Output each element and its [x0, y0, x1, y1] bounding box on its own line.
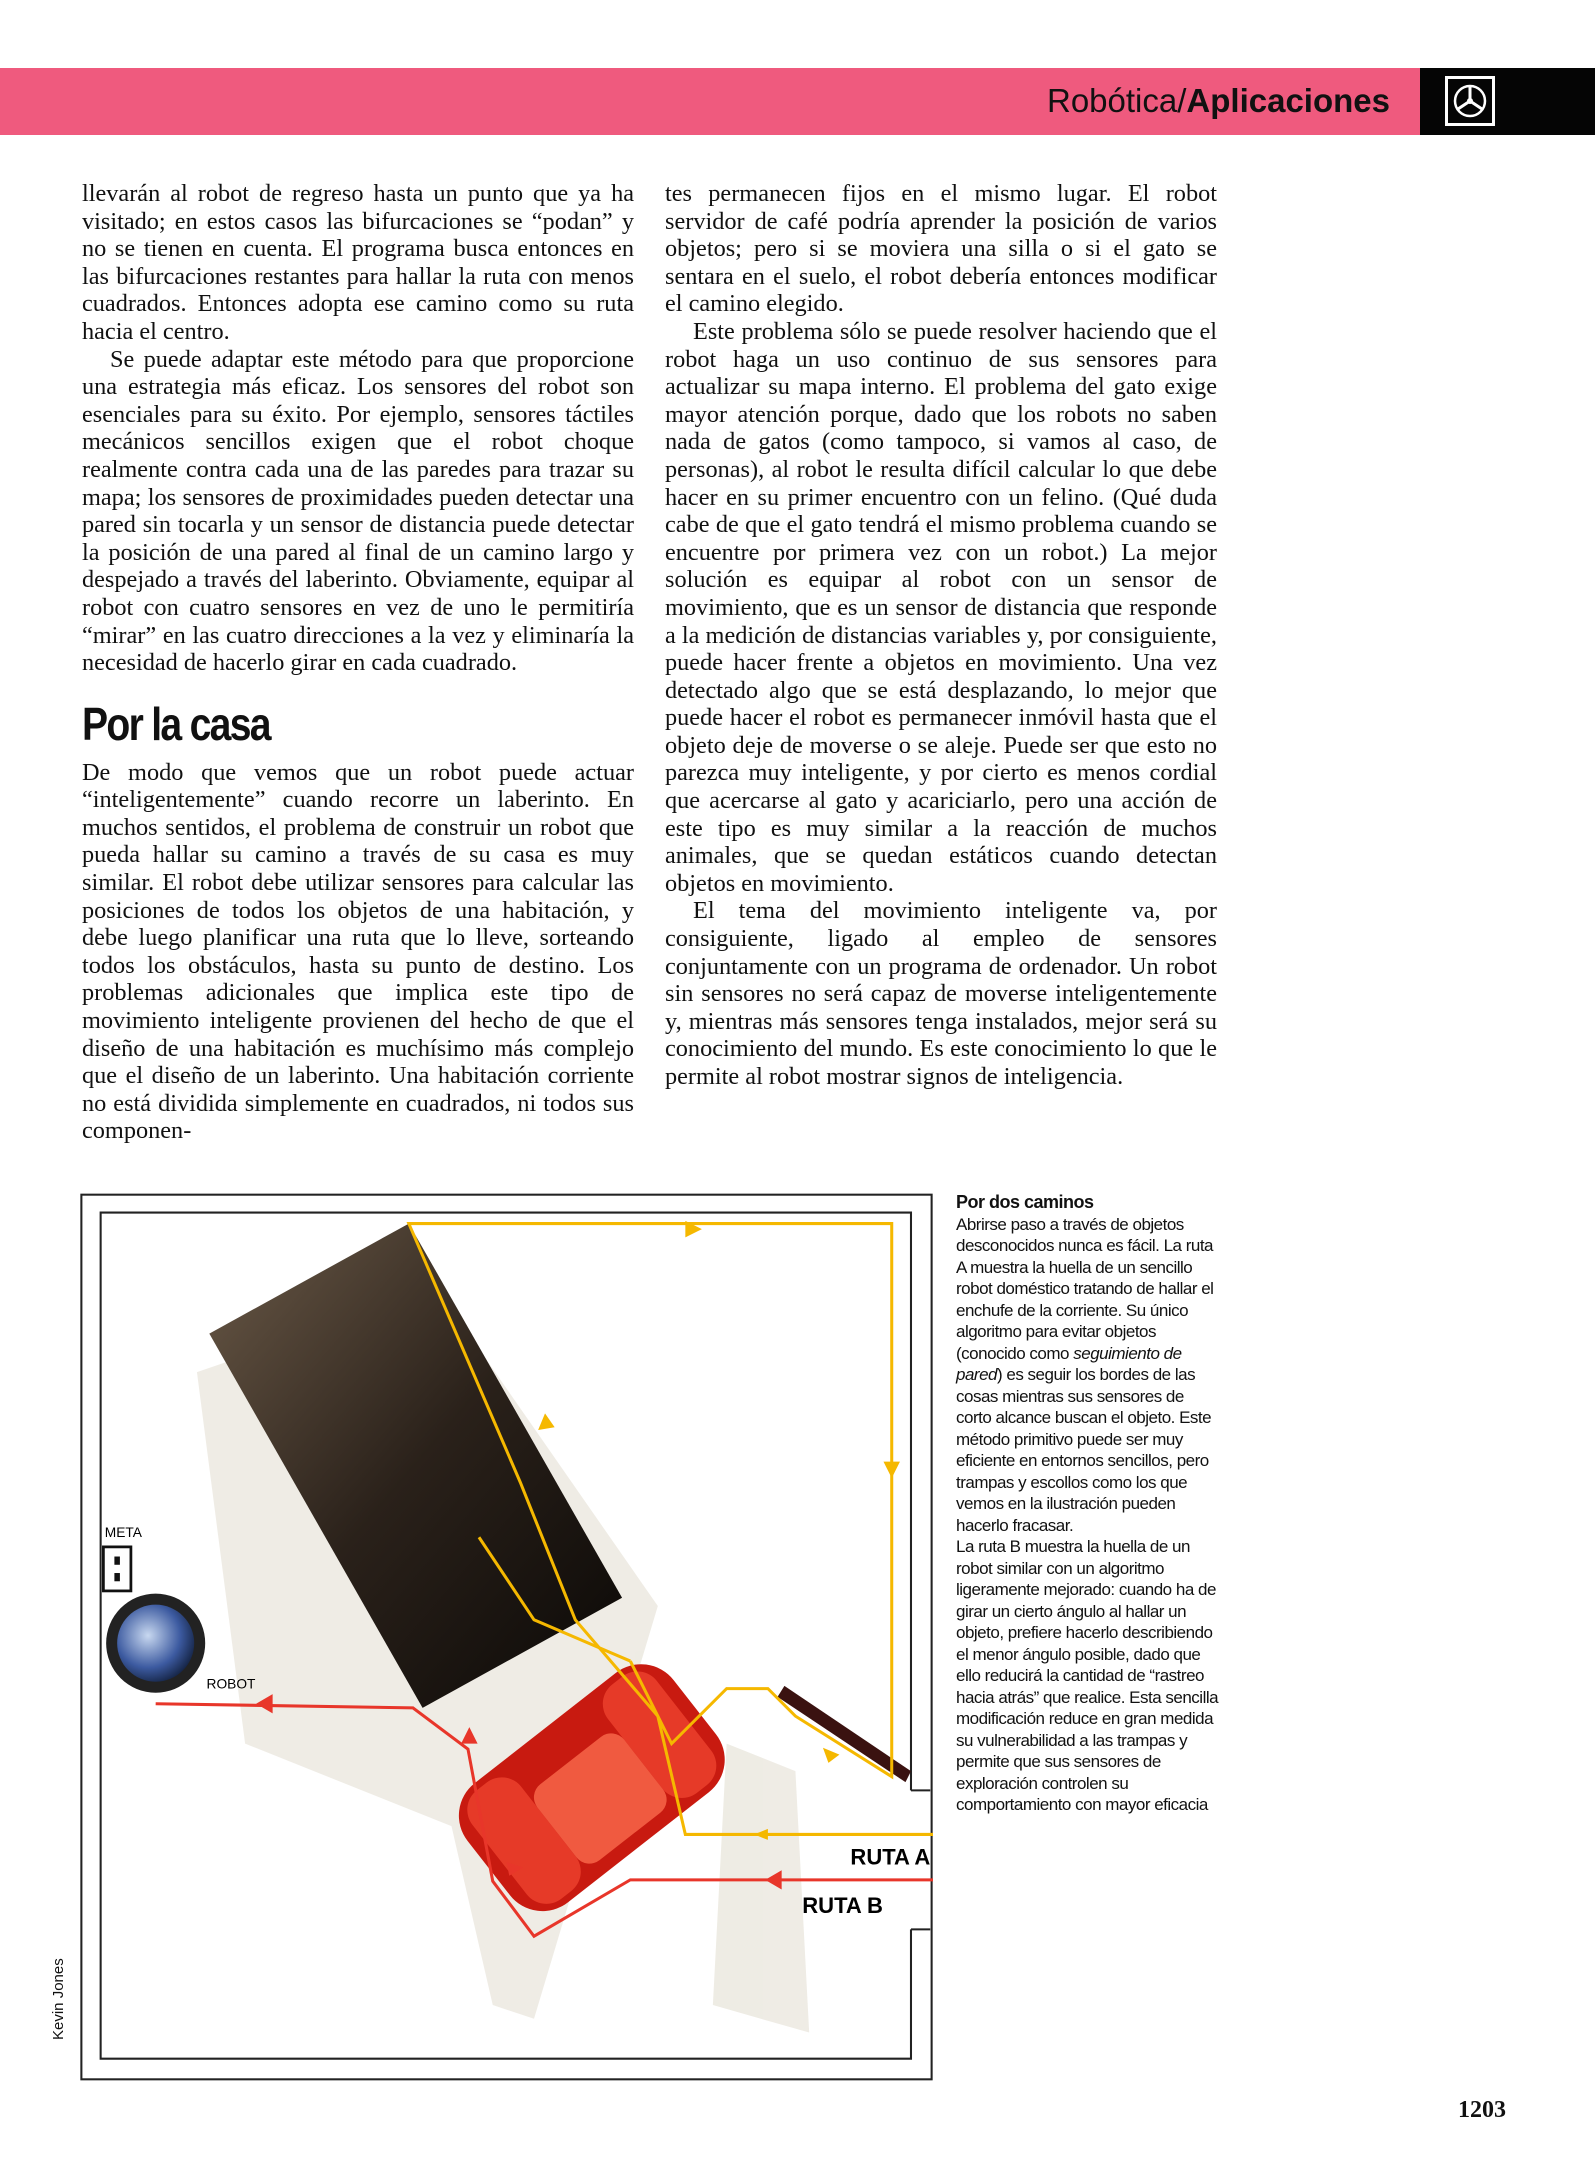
right-column [665, 180, 1217, 1091]
page-number: 1203 [1458, 2097, 1506, 2123]
section-header-bar [0, 68, 1420, 135]
route-b-label: RUTA B [802, 1892, 883, 1918]
meta-label: META [104, 1525, 142, 1541]
caption-text: Abrirse paso a través de objetos desconocidos nunca es fácil. La ruta A muestra la huella de un sencillo robot doméstico tratando de hallar el enchufe de la corriente. Su único algoritmo para evitar objetos (conocido como [956, 1214, 1214, 1363]
header-logo-box [1420, 68, 1595, 135]
paragraph: tes permanecen fijos en el mismo lugar. El robot servidor de café podría aprender la posición de varios objetos; pero si se moviera una silla o si el gato se sentara en el suelo, el robot debería entonces modificar el camino elegido. [665, 180, 1217, 318]
subsection-name: Aplicaciones [1186, 82, 1390, 119]
paragraph: De modo que vemos que un robot puede actuar “inteligentemente” cuando recorre un laberinto. En muchos sentidos, el problema de construir un robot que pueda hallar su camino a través de su casa es muy similar. El robot debe utilizar sensores para calcular las posiciones de todos los objetos de una habitación, y debe luego planificar una ruta que lo lleve, sorteando todos los obstáculos, hasta su punto de destino. Los problemas adicionales que implica este tipo de movimiento inteligente provienen del hecho de que el diseño de una habitación es muchísimo más complejo que el diseño de un laberinto. Una habitación corriente no está dividida simplemente en cuadrados, ni todos sus componen- [82, 758, 634, 1145]
left-column [82, 180, 634, 1145]
room-diagram [80, 1193, 933, 2081]
paragraph: Se puede adaptar este método para que proporcione una estrategia más eficaz. Los sensores del robot son esenciales para su éxito. Por ejemplo, sensores táctiles mecánicos sencillos exigen que el robot choque realmente contra cada una de las paredes para trazar su mapa; los sensores de proximidades pueden detectar una pared sin tocarla y un sensor de distancia puede detectar la posición de una pared al final de un camino largo y despejado a través del laberinto. Obviamente, equipar al robot con cuatro sensores en vez de uno le permitiría “mirar” en las cuatro direcciones a la vez y eliminaría la necesidad de hacerlo girar en cada cuadrado. [82, 345, 634, 677]
caption-term: seguimiento de pared [956, 1343, 1182, 1384]
paragraph: El tema del movimiento inteligente va, por consiguiente, ligado al empleo de sensores conjuntamente con un programa de ordenador. Un robot sin sensores no será capaz de moverse inteligentemente y, mientras más sensores tenga instalados, mejor será su conocimiento del mundo. Es este conocimiento lo que le permite al robot mostrar signos de inteligencia. [665, 897, 1217, 1090]
caption-title: Por dos caminos [956, 1192, 1094, 1212]
caption-text: ) es seguir los bordes de las cosas mientras sus sensores de corto alcance buscan el objeto. Este método primitivo puede ser muy eficiente en entornos sencillos, pero trampas y escollos como los que vemos en la ilustración pueden hacerlo fracasar. [956, 1365, 1212, 1535]
section-name: Robótica/ [1047, 82, 1187, 119]
illustrator-credit: Kevin Jones [50, 1958, 67, 2040]
caption-text: La ruta B muestra la huella de un robot similar con un algoritmo ligeramente mejorado: cuando ha de girar un cierto ángulo al hallar un objeto, prefiere hacerlo describiendo el menor ángulo posible, dado que ello reducirá la cantidad de “rastreo hacia atrás” que realice. Esta sencilla modificación reduce en gran medida su vulnerabilidad a las trampas y permite que sus sensores de exploración controlen su comportamiento con mayor eficacia [956, 1537, 1219, 1814]
paragraph: Este problema sólo se puede resolver haciendo que el robot haga un uso continuo de sus sensores para actualizar su mapa interno. El problema del gato exige mayor atención porque, dado que los robots no saben nada de gatos (como tampoco, si vamos al caso, de personas), al robot le resulta difícil calcular lo que debe hacer en su primer encuentro con un felino. (Qué duda cabe de que el gato tendrá el mismo problema cuando se encuentre por primera vez con un robot.) La mejor solución es equipar al robot con un sensor de movimiento, que es un sensor de distancia que responde a la medición de distancias variables y, por consiguiente, puede hacer frente a objetos en movimiento. Una vez detectado algo que se está desplazando, lo mejor que puede hacer el robot es permanecer inmóvil hasta que el objeto deje de moverse o se aleje. Puede ser que esto no parezca muy inteligente, y por cierto es menos cordial que acercarse al gato y acariciarlo, pero una acción de este tipo es muy similar a la reacción de muchos animales, que se quedan estáticos cuando detectan objetos en movimiento. [665, 317, 1217, 897]
robot-label: ROBOT [206, 1676, 256, 1692]
paragraph: llevarán al robot de regreso hasta un punto que ya ha visitado; en estos casos las bifurcaciones se “podan” y no se tienen en cuenta. El programa busca entonces en las bifurcaciones restantes para hallar la ruta con menos cuadrados. Entonces adopta ese camino como su ruta hacia el centro. [82, 180, 634, 345]
power-socket-icon [103, 1547, 131, 1591]
figure-caption [956, 1192, 1221, 1816]
route-a-label: RUTA A [850, 1844, 931, 1870]
section-heading: Por la casa [82, 697, 270, 750]
section-title [1047, 82, 1390, 120]
steering-wheel-icon [1445, 76, 1495, 126]
